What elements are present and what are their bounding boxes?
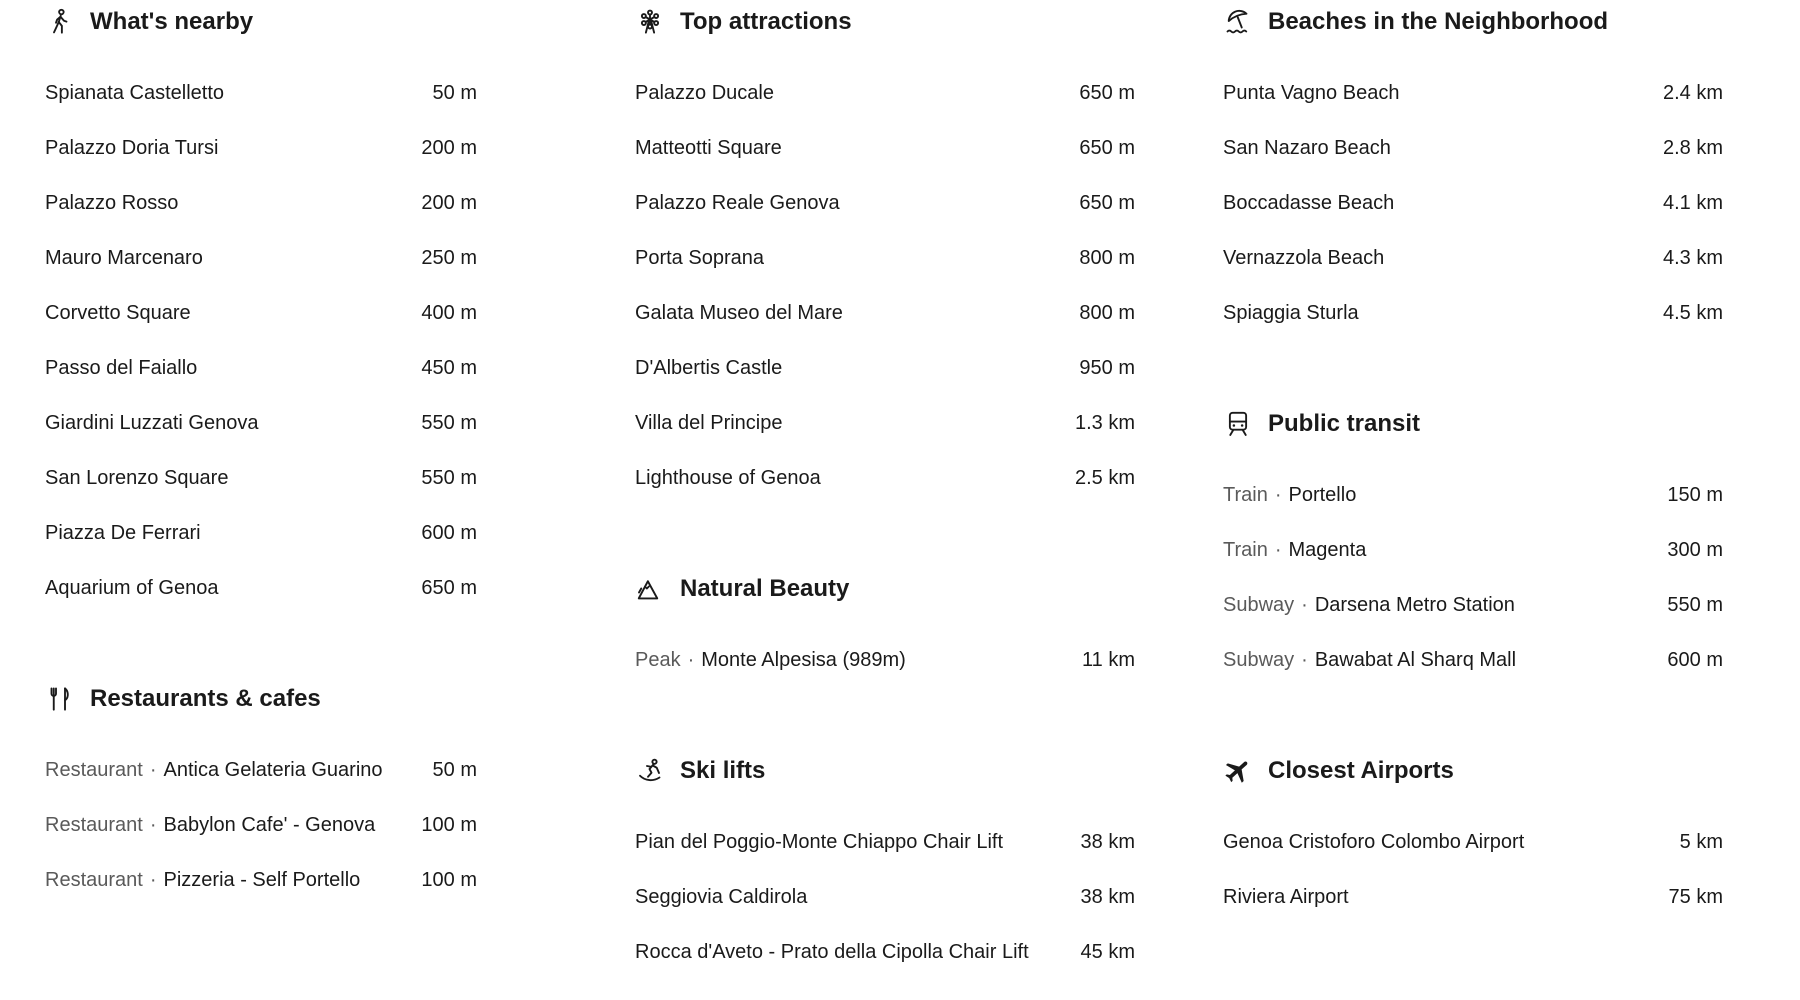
distance: 100 m xyxy=(421,868,477,891)
column-beaches-transit xyxy=(1223,6,1723,968)
place-name: Boccadasse Beach xyxy=(1223,192,1395,214)
separator-dot: · xyxy=(1274,539,1282,561)
column-whats-nearby xyxy=(45,6,477,968)
section-header xyxy=(635,755,1135,787)
distance: 38 km xyxy=(1080,830,1135,853)
distance: 300 m xyxy=(1667,538,1723,561)
section-header xyxy=(45,6,477,38)
list-item xyxy=(635,352,1135,384)
distance: 150 m xyxy=(1667,483,1723,506)
list-item xyxy=(45,132,477,164)
section-header xyxy=(635,573,1135,605)
section-title: Beaches in the Neighborhood xyxy=(1268,8,1609,35)
place-name: Babylon Cafe' - Genova xyxy=(163,814,376,836)
separator-dot: · xyxy=(149,814,157,836)
list-item xyxy=(1223,77,1723,109)
place-name: D'Albertis Castle xyxy=(635,357,783,379)
place-name: San Nazaro Beach xyxy=(1223,137,1391,159)
restaurants-icon xyxy=(45,684,75,714)
skier-icon xyxy=(635,756,665,786)
walking-person-icon xyxy=(45,7,75,37)
place-type: Restaurant xyxy=(45,869,143,891)
place-name: Villa del Principe xyxy=(635,412,783,434)
place-name: Mauro Marcenaro xyxy=(45,247,203,269)
distance: 75 km xyxy=(1668,885,1723,908)
distance: 600 m xyxy=(421,521,477,544)
distance: 4.5 km xyxy=(1662,301,1723,324)
list-item xyxy=(635,826,1135,858)
list-item xyxy=(1223,242,1723,274)
place-name: Genoa Cristoforo Colombo Airport xyxy=(1223,831,1525,853)
list-item xyxy=(1223,132,1723,164)
place-name: Aquarium of Genoa xyxy=(45,577,219,599)
section-header xyxy=(635,6,1135,38)
list-item xyxy=(45,407,477,439)
distance: 250 m xyxy=(421,246,477,269)
place-name: Palazzo Ducale xyxy=(635,82,774,104)
list-item xyxy=(45,572,477,604)
place-name: Corvetto Square xyxy=(45,302,191,324)
place-name: Piazza De Ferrari xyxy=(45,522,201,544)
section-header xyxy=(1223,6,1723,38)
place-name: Pizzeria - Self Portello xyxy=(163,869,361,891)
separator-dot: · xyxy=(149,869,157,891)
distance: 50 m xyxy=(432,81,477,104)
distance: 11 km xyxy=(1082,648,1135,671)
distance: 600 m xyxy=(1667,648,1723,671)
distance: 4.3 km xyxy=(1662,246,1723,269)
distance: 2.4 km xyxy=(1662,81,1723,104)
distance: 50 m xyxy=(432,758,477,781)
list-item xyxy=(45,77,477,109)
place-name: Palazzo Doria Tursi xyxy=(45,137,219,159)
list-item xyxy=(45,242,477,274)
list-item xyxy=(45,297,477,329)
place-name: Spiaggia Sturla xyxy=(1223,302,1359,324)
list-item xyxy=(635,881,1135,913)
list-item xyxy=(635,132,1135,164)
distance: 200 m xyxy=(421,136,477,159)
place-name: Galata Museo del Mare xyxy=(635,302,843,324)
distance: 650 m xyxy=(1079,81,1135,104)
separator-dot: · xyxy=(687,649,695,671)
section-public-transit xyxy=(1223,408,1723,676)
place-type: Peak xyxy=(635,649,681,671)
section-header xyxy=(1223,755,1723,787)
list-item xyxy=(635,936,1135,968)
beach-umbrella-icon xyxy=(1223,7,1253,37)
place-type: Train xyxy=(1223,539,1268,561)
section-title: Ski lifts xyxy=(680,757,766,784)
distance: 4.1 km xyxy=(1662,191,1723,214)
list-item xyxy=(45,809,477,841)
distance: 2.8 km xyxy=(1662,136,1723,159)
section-natural-beauty xyxy=(635,573,1135,676)
column-attractions xyxy=(635,6,1135,968)
mountain-icon xyxy=(635,574,665,604)
section-title: What's nearby xyxy=(90,8,254,35)
place-type: Subway xyxy=(1223,594,1295,616)
distance: 5 km xyxy=(1679,830,1723,853)
place-name: Passo del Faiallo xyxy=(45,357,198,379)
place-name: Lighthouse of Genoa xyxy=(635,467,821,489)
section-whats-nearby xyxy=(45,6,477,604)
distance: 800 m xyxy=(1079,301,1135,324)
place-name: Bawabat Al Sharq Mall xyxy=(1314,649,1517,671)
separator-dot: · xyxy=(1274,484,1282,506)
place-name: Palazzo Reale Genova xyxy=(635,192,840,214)
place-name: Vernazzola Beach xyxy=(1223,247,1385,269)
section-restaurants xyxy=(45,683,477,896)
place-name: Darsena Metro Station xyxy=(1314,594,1515,616)
list-item xyxy=(1223,297,1723,329)
place-type: Restaurant xyxy=(45,759,143,781)
list-item xyxy=(45,754,477,786)
section-title: Natural Beauty xyxy=(680,575,850,602)
list-item xyxy=(635,242,1135,274)
airplane-icon xyxy=(1223,756,1253,786)
list-item xyxy=(45,517,477,549)
section-header xyxy=(1223,408,1723,440)
list-item xyxy=(635,407,1135,439)
section-title: Top attractions xyxy=(680,8,852,35)
list-item xyxy=(1223,187,1723,219)
distance: 950 m xyxy=(1079,356,1135,379)
place-name: Rocca d'Aveto - Prato della Cipolla Chair Lift xyxy=(635,941,1029,963)
distance: 200 m xyxy=(421,191,477,214)
list-item xyxy=(45,352,477,384)
section-title: Closest Airports xyxy=(1268,757,1454,784)
list-item xyxy=(1223,881,1723,913)
place-name: Riviera Airport xyxy=(1223,886,1349,908)
place-name: Magenta xyxy=(1288,539,1367,561)
place-name: Punta Vagno Beach xyxy=(1223,82,1400,104)
place-type: Subway xyxy=(1223,649,1295,671)
list-item xyxy=(635,297,1135,329)
section-title: Public transit xyxy=(1268,410,1421,437)
separator-dot: · xyxy=(149,759,157,781)
distance: 550 m xyxy=(421,466,477,489)
train-icon xyxy=(1223,409,1253,439)
place-name: Pian del Poggio-Monte Chiappo Chair Lift xyxy=(635,831,1003,853)
distance: 1.3 km xyxy=(1074,411,1135,434)
list-item xyxy=(45,864,477,896)
distance: 550 m xyxy=(421,411,477,434)
ferris-wheel-icon xyxy=(635,7,665,37)
place-name: Porta Soprana xyxy=(635,247,764,269)
section-airports xyxy=(1223,755,1723,913)
place-type: Train xyxy=(1223,484,1268,506)
section-beaches xyxy=(1223,6,1723,329)
list-item xyxy=(1223,479,1723,511)
list-item xyxy=(1223,589,1723,621)
list-item xyxy=(45,462,477,494)
section-ski-lifts xyxy=(635,755,1135,968)
list-item xyxy=(1223,644,1723,676)
distance: 450 m xyxy=(421,356,477,379)
place-type: Restaurant xyxy=(45,814,143,836)
distance: 800 m xyxy=(1079,246,1135,269)
place-name: Matteotti Square xyxy=(635,137,782,159)
distance: 650 m xyxy=(1079,191,1135,214)
place-name: Monte Alpesisa (989m) xyxy=(701,649,906,671)
separator-dot: · xyxy=(1301,594,1308,616)
list-item xyxy=(635,77,1135,109)
distance: 650 m xyxy=(421,576,477,599)
place-name: Palazzo Rosso xyxy=(45,192,179,214)
distance: 38 km xyxy=(1080,885,1135,908)
place-name: San Lorenzo Square xyxy=(45,467,229,489)
section-top-attractions xyxy=(635,6,1135,494)
distance: 650 m xyxy=(1079,136,1135,159)
place-name: Portello xyxy=(1288,484,1357,506)
distance: 400 m xyxy=(421,301,477,324)
list-item xyxy=(45,187,477,219)
place-name: Spianata Castelletto xyxy=(45,82,225,104)
place-name: Seggiovia Caldirola xyxy=(635,886,808,908)
distance: 2.5 km xyxy=(1074,466,1135,489)
list-item xyxy=(635,644,1135,676)
separator-dot: · xyxy=(1301,649,1308,671)
place-name: Antica Gelateria Guarino xyxy=(163,759,383,781)
distance: 45 km xyxy=(1080,940,1135,963)
list-item xyxy=(635,187,1135,219)
list-item xyxy=(1223,534,1723,566)
section-title: Restaurants & cafes xyxy=(90,685,321,712)
distance: 550 m xyxy=(1667,593,1723,616)
section-header xyxy=(45,683,477,715)
place-name: Giardini Luzzati Genova xyxy=(45,412,259,434)
list-item xyxy=(635,462,1135,494)
list-item xyxy=(1223,826,1723,858)
distance: 100 m xyxy=(421,813,477,836)
